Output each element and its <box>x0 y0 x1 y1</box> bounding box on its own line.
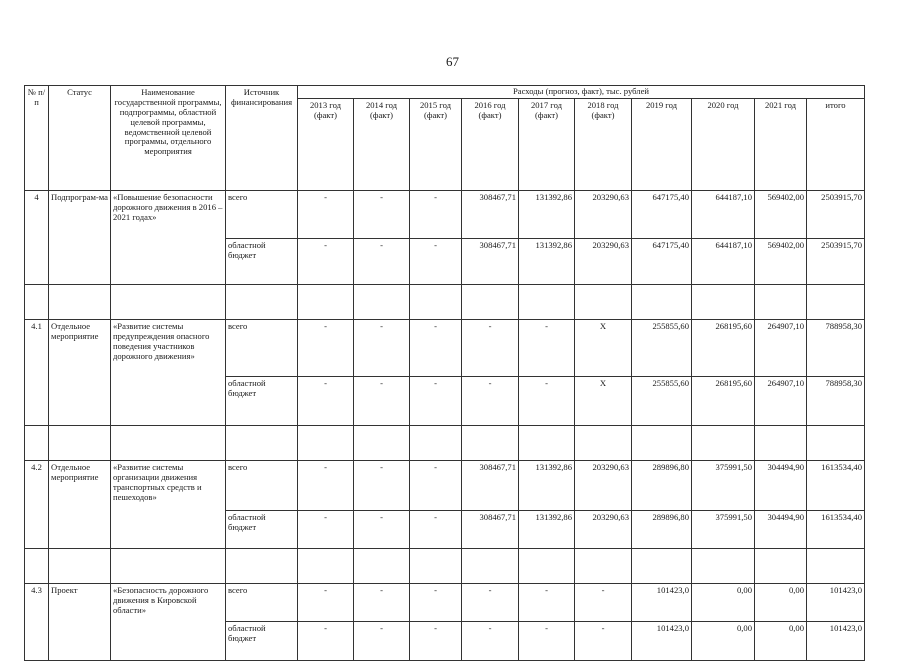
row-value: - <box>519 320 575 377</box>
row-value: - <box>410 239 462 285</box>
row-value: 131392,86 <box>519 191 575 239</box>
row-spacer <box>25 426 865 461</box>
row-value: 1613534,40 <box>807 461 865 511</box>
row-value: 0,00 <box>755 584 807 622</box>
header-year: 2013 год (факт) <box>298 98 354 190</box>
row-num: 4.2 <box>25 461 49 549</box>
row-value: 289896,80 <box>632 511 692 549</box>
row-value: 1613534,40 <box>807 511 865 549</box>
budget-table <box>24 85 865 661</box>
row-status: Проект <box>49 584 111 661</box>
spacer-cell <box>49 549 111 584</box>
row-name: «Развитие системы предупреждения опасного поведения участников дорожного движения» <box>111 320 226 426</box>
spacer-cell <box>25 549 49 584</box>
header-status: Статус <box>49 86 111 191</box>
spacer-cell <box>692 549 755 584</box>
header-year: 2015 год (факт) <box>410 98 462 190</box>
row-value: 569402,00 <box>755 191 807 239</box>
spacer-cell <box>807 549 865 584</box>
row-value: - <box>575 584 632 622</box>
row-value: 647175,40 <box>632 191 692 239</box>
spacer-cell <box>410 426 462 461</box>
header-year: итого <box>807 98 865 190</box>
row-value: - <box>462 584 519 622</box>
row-value: - <box>354 461 410 511</box>
row-spacer <box>25 285 865 320</box>
row-value: - <box>410 377 462 426</box>
table-row <box>25 191 865 239</box>
row-value: 131392,86 <box>519 239 575 285</box>
row-value: - <box>298 191 354 239</box>
spacer-cell <box>807 426 865 461</box>
row-value: - <box>410 584 462 622</box>
spacer-cell <box>632 426 692 461</box>
row-status: Отдельное мероприятие <box>49 461 111 549</box>
row-value: Х <box>575 377 632 426</box>
spacer-cell <box>462 285 519 320</box>
row-value: - <box>298 377 354 426</box>
header-year: 2016 год (факт) <box>462 98 519 190</box>
row-value: 203290,63 <box>575 191 632 239</box>
row-value: 788958,30 <box>807 377 865 426</box>
row-value: 268195,60 <box>692 320 755 377</box>
row-value: - <box>354 377 410 426</box>
spacer-cell <box>755 285 807 320</box>
row-value: 0,00 <box>755 622 807 661</box>
header-row-1 <box>25 86 865 99</box>
row-value: - <box>410 511 462 549</box>
spacer-cell <box>49 426 111 461</box>
row-value: 131392,86 <box>519 511 575 549</box>
row-value: 264907,10 <box>755 377 807 426</box>
spacer-cell <box>111 285 226 320</box>
header-name: Наименование государственной программы, подпрограммы, областной целевой программы, ведомственной целевой программы, отдельного мероприятия <box>111 86 226 191</box>
row-value: 304494,90 <box>755 511 807 549</box>
row-value: 2503915,70 <box>807 239 865 285</box>
spacer-cell <box>575 426 632 461</box>
row-value: - <box>519 584 575 622</box>
row-value: 203290,63 <box>575 239 632 285</box>
spacer-cell <box>692 426 755 461</box>
row-value: Х <box>575 320 632 377</box>
row-name: «Развитие системы организации движения транспортных средств и пешеходов» <box>111 461 226 549</box>
row-value: 569402,00 <box>755 239 807 285</box>
row-value: - <box>462 320 519 377</box>
row-value: - <box>298 461 354 511</box>
spacer-cell <box>755 549 807 584</box>
row-value: - <box>354 239 410 285</box>
row-num: 4.3 <box>25 584 49 661</box>
row-value: 131392,86 <box>519 461 575 511</box>
spacer-cell <box>226 426 298 461</box>
header-year: 2021 год <box>755 98 807 190</box>
row-value: 101423,0 <box>807 622 865 661</box>
spacer-cell <box>298 285 354 320</box>
spacer-cell <box>692 285 755 320</box>
row-value: 255855,60 <box>632 320 692 377</box>
spacer-cell <box>519 426 575 461</box>
row-value: - <box>462 377 519 426</box>
row-source: областной бюджет <box>226 377 298 426</box>
row-name: «Безопасность дорожного движения в Кировской области» <box>111 584 226 661</box>
table-row <box>25 320 865 377</box>
spacer-cell <box>462 426 519 461</box>
row-value: - <box>519 377 575 426</box>
row-value: 101423,0 <box>632 584 692 622</box>
row-value: 0,00 <box>692 622 755 661</box>
row-value: 788958,30 <box>807 320 865 377</box>
header-year: 2019 год <box>632 98 692 190</box>
row-value: 268195,60 <box>692 377 755 426</box>
row-value: 308467,71 <box>462 191 519 239</box>
row-value: 101423,0 <box>807 584 865 622</box>
header-expenses: Расходы (прогноз, факт), тыс. рублей <box>298 86 865 99</box>
spacer-cell <box>298 426 354 461</box>
row-status: Отдельное мероприятие <box>49 320 111 426</box>
row-value: - <box>354 191 410 239</box>
row-num: 4.1 <box>25 320 49 426</box>
row-value: 2503915,70 <box>807 191 865 239</box>
row-value: - <box>298 622 354 661</box>
spacer-cell <box>519 285 575 320</box>
spacer-cell <box>298 549 354 584</box>
row-value: - <box>462 622 519 661</box>
row-value: 304494,90 <box>755 461 807 511</box>
row-value: 0,00 <box>692 584 755 622</box>
row-value: 255855,60 <box>632 377 692 426</box>
row-value: 375991,50 <box>692 461 755 511</box>
row-num: 4 <box>25 191 49 285</box>
header-source: Источник финансирования <box>226 86 298 191</box>
header-year: 2014 год (факт) <box>354 98 410 190</box>
row-value: - <box>354 320 410 377</box>
row-value: 308467,71 <box>462 461 519 511</box>
row-value: - <box>298 320 354 377</box>
row-source: всего <box>226 320 298 377</box>
row-value: - <box>410 320 462 377</box>
row-value: - <box>298 239 354 285</box>
row-value: 644187,10 <box>692 239 755 285</box>
row-value: - <box>354 584 410 622</box>
spacer-cell <box>632 549 692 584</box>
spacer-cell <box>519 549 575 584</box>
row-value: 101423,0 <box>632 622 692 661</box>
row-name: «Повышение безопасности дорожного движения в 2016 – 2021 годах» <box>111 191 226 285</box>
row-value: 203290,63 <box>575 461 632 511</box>
row-value: 308467,71 <box>462 511 519 549</box>
row-source: всего <box>226 461 298 511</box>
spacer-cell <box>226 285 298 320</box>
row-value: - <box>298 511 354 549</box>
spacer-cell <box>111 426 226 461</box>
row-value: - <box>354 511 410 549</box>
row-value: - <box>354 622 410 661</box>
row-value: 289896,80 <box>632 461 692 511</box>
spacer-cell <box>25 285 49 320</box>
header-year: 2018 год (факт) <box>575 98 632 190</box>
row-value: 647175,40 <box>632 239 692 285</box>
spacer-cell <box>410 549 462 584</box>
row-value: 203290,63 <box>575 511 632 549</box>
row-source: областной бюджет <box>226 511 298 549</box>
row-source: областной бюджет <box>226 239 298 285</box>
spacer-cell <box>575 549 632 584</box>
page-number: 67 <box>446 54 459 69</box>
row-value: - <box>298 584 354 622</box>
header-year: 2017 год (факт) <box>519 98 575 190</box>
row-value: 308467,71 <box>462 239 519 285</box>
spacer-cell <box>575 285 632 320</box>
table-row <box>25 461 865 511</box>
spacer-cell <box>807 285 865 320</box>
spacer-cell <box>111 549 226 584</box>
row-source: областной бюджет <box>226 622 298 661</box>
row-value: 375991,50 <box>692 511 755 549</box>
spacer-cell <box>226 549 298 584</box>
row-status: Подпрограм-ма <box>49 191 111 285</box>
spacer-cell <box>632 285 692 320</box>
spacer-cell <box>354 549 410 584</box>
row-value: - <box>575 622 632 661</box>
spacer-cell <box>462 549 519 584</box>
spacer-cell <box>25 426 49 461</box>
row-spacer <box>25 549 865 584</box>
row-source: всего <box>226 191 298 239</box>
spacer-cell <box>410 285 462 320</box>
spacer-cell <box>354 285 410 320</box>
row-value: 644187,10 <box>692 191 755 239</box>
row-value: 264907,10 <box>755 320 807 377</box>
row-value: - <box>410 461 462 511</box>
row-source: всего <box>226 584 298 622</box>
header-num: № п/п <box>25 86 49 191</box>
row-value: - <box>519 622 575 661</box>
table-row <box>25 584 865 622</box>
spacer-cell <box>49 285 111 320</box>
spacer-cell <box>354 426 410 461</box>
row-value: - <box>410 622 462 661</box>
header-year: 2020 год <box>692 98 755 190</box>
row-value: - <box>410 191 462 239</box>
spacer-cell <box>755 426 807 461</box>
